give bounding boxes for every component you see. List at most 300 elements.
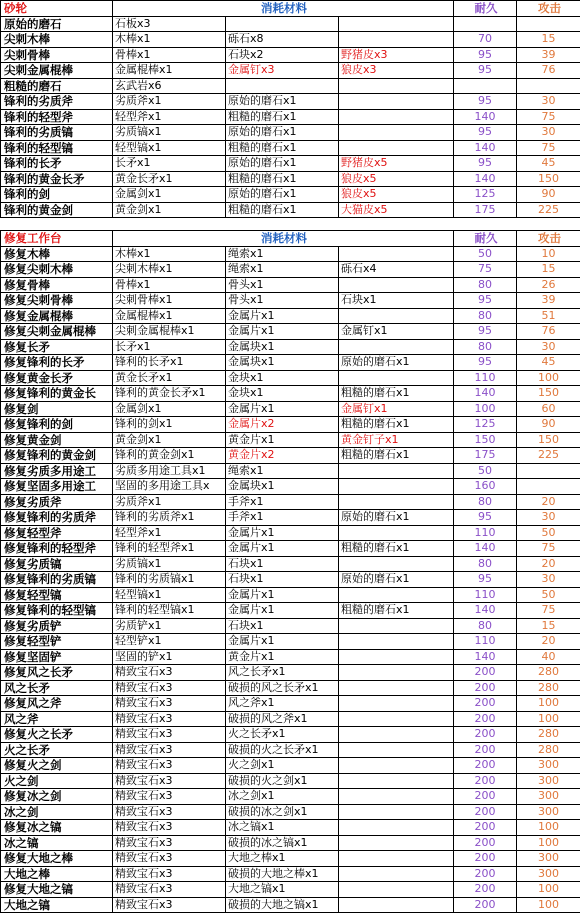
material-2: 冰之镐x1	[226, 820, 339, 836]
table-row	[1, 448, 580, 464]
material-3	[339, 94, 454, 110]
material-1: 精致宝石x3	[113, 789, 226, 805]
item-name: 修复锋利的黄金剑	[1, 448, 113, 464]
materials-header: 消耗材料	[113, 1, 454, 17]
material-2: 粗糙的磨石x1	[226, 109, 339, 125]
material-3: 狼皮x5	[339, 187, 454, 203]
material-3: 野猪皮x5	[339, 156, 454, 172]
material-1: 锋利的轻型镐x1	[113, 603, 226, 619]
material-1: 精致宝石x3	[113, 665, 226, 681]
durability-value: 140	[454, 386, 517, 402]
durability-value	[454, 78, 517, 94]
attack-value: 225	[517, 202, 580, 218]
item-name: 锋利的黄金长矛	[1, 171, 113, 187]
attack-value: 280	[517, 680, 580, 696]
material-3	[339, 370, 454, 386]
material-1: 黄金剑x1	[113, 432, 226, 448]
material-1: 劣质多用途工具x1	[113, 463, 226, 479]
material-3: 狼皮x5	[339, 171, 454, 187]
material-2: 粗糙的磨石x1	[226, 202, 339, 218]
material-2: 破损的风之斧x1	[226, 711, 339, 727]
item-name: 修复黄金长矛	[1, 370, 113, 386]
material-2: 冰之剑x1	[226, 789, 339, 805]
attack-value: 30	[517, 510, 580, 526]
item-name: 尖刺金属棍棒	[1, 63, 113, 79]
durability-value: 200	[454, 680, 517, 696]
table-row	[1, 897, 580, 913]
material-1: 金属剑x1	[113, 187, 226, 203]
material-2: 骨头x1	[226, 293, 339, 309]
attack-value: 75	[517, 603, 580, 619]
attack-value: 45	[517, 355, 580, 371]
material-1: 劣质镐x1	[113, 556, 226, 572]
material-1: 轻型斧x1	[113, 525, 226, 541]
table-row	[1, 603, 580, 619]
item-name: 大地之棒	[1, 866, 113, 882]
durability-value: 95	[454, 293, 517, 309]
table-row	[1, 171, 580, 187]
attack-value: 30	[517, 572, 580, 588]
durability-value: 140	[454, 171, 517, 187]
table-row	[1, 758, 580, 774]
item-name: 修复锋利的轻型镐	[1, 603, 113, 619]
material-1: 精致宝石x3	[113, 680, 226, 696]
item-name: 修复劣质铲	[1, 618, 113, 634]
material-1: 劣质铲x1	[113, 618, 226, 634]
material-2: 金属块x1	[226, 479, 339, 495]
material-1: 尖刺金属棍棒x1	[113, 324, 226, 340]
attack-value: 20	[517, 556, 580, 572]
attack-value: 150	[517, 386, 580, 402]
durability-value: 50	[454, 463, 517, 479]
table-header-row	[1, 1, 580, 17]
material-2: 金属片x1	[226, 324, 339, 340]
durability-value: 80	[454, 277, 517, 293]
table-row	[1, 262, 580, 278]
item-name: 修复金属棍棒	[1, 308, 113, 324]
material-1: 长矛x1	[113, 156, 226, 172]
table-row	[1, 94, 580, 110]
table-row	[1, 556, 580, 572]
material-2: 破损的冰之剑x1	[226, 804, 339, 820]
material-1: 锋利的劣质斧x1	[113, 510, 226, 526]
table-row	[1, 618, 580, 634]
material-3: 金属钉x1	[339, 401, 454, 417]
item-name: 锋利的长矛	[1, 156, 113, 172]
table-row	[1, 727, 580, 743]
table-row	[1, 665, 580, 681]
section-title: 修复工作台	[1, 231, 113, 247]
material-2: 石块x1	[226, 556, 339, 572]
material-1: 锋利的长矛x1	[113, 355, 226, 371]
table-row	[1, 78, 580, 94]
table-row	[1, 32, 580, 48]
durability-header: 耐久	[454, 1, 517, 17]
attack-value: 75	[517, 140, 580, 156]
durability-value: 140	[454, 541, 517, 557]
table-row	[1, 634, 580, 650]
table-row	[1, 308, 580, 324]
material-3	[339, 525, 454, 541]
material-1: 精致宝石x3	[113, 866, 226, 882]
durability-value: 95	[454, 94, 517, 110]
material-2: 金属片x1	[226, 634, 339, 650]
table-row	[1, 370, 580, 386]
attack-value: 100	[517, 370, 580, 386]
table-row	[1, 525, 580, 541]
item-name: 火之剑	[1, 773, 113, 789]
attack-value: 100	[517, 897, 580, 913]
material-3: 粗糙的磨石x1	[339, 417, 454, 433]
material-1: 轻型镐x1	[113, 140, 226, 156]
item-name: 锋利的劣质斧	[1, 94, 113, 110]
durability-value: 125	[454, 187, 517, 203]
attack-value	[517, 78, 580, 94]
item-name: 修复黄金剑	[1, 432, 113, 448]
material-1: 精致宝石x3	[113, 742, 226, 758]
material-1: 锋利的黄金长矛x1	[113, 386, 226, 402]
material-2: 原始的磨石x1	[226, 125, 339, 141]
durability-value: 150	[454, 432, 517, 448]
table-row	[1, 246, 580, 262]
durability-value: 200	[454, 758, 517, 774]
material-3	[339, 882, 454, 898]
table-row	[1, 711, 580, 727]
material-1: 木棒x1	[113, 246, 226, 262]
item-name: 修复剑	[1, 401, 113, 417]
item-name: 大地之镐	[1, 897, 113, 913]
durability-value: 95	[454, 47, 517, 63]
durability-value	[454, 16, 517, 32]
durability-value: 100	[454, 401, 517, 417]
material-3	[339, 711, 454, 727]
material-3: 原始的磨石x1	[339, 572, 454, 588]
material-3	[339, 665, 454, 681]
attack-value: 40	[517, 649, 580, 665]
material-2: 金属块x1	[226, 355, 339, 371]
durability-value: 110	[454, 370, 517, 386]
table-row	[1, 125, 580, 141]
material-3	[339, 649, 454, 665]
material-2: 石块x1	[226, 572, 339, 588]
material-3	[339, 758, 454, 774]
attack-value: 45	[517, 156, 580, 172]
durability-value: 140	[454, 140, 517, 156]
durability-value: 110	[454, 634, 517, 650]
durability-value: 80	[454, 618, 517, 634]
item-name: 修复坚固多用途工	[1, 479, 113, 495]
material-2: 破损的火之剑x1	[226, 773, 339, 789]
attack-value: 90	[517, 417, 580, 433]
item-name: 修复大地之镐	[1, 882, 113, 898]
attack-header: 攻击	[517, 231, 580, 247]
attack-value: 100	[517, 711, 580, 727]
material-3	[339, 680, 454, 696]
attack-value: 60	[517, 401, 580, 417]
material-1: 石板x3	[113, 16, 226, 32]
material-3	[339, 804, 454, 820]
material-3	[339, 866, 454, 882]
material-1: 锋利的轻型斧x1	[113, 541, 226, 557]
table-row	[1, 355, 580, 371]
table-row	[1, 882, 580, 898]
durability-value: 200	[454, 882, 517, 898]
item-name: 粗糙的磨石	[1, 78, 113, 94]
item-name: 锋利的剑	[1, 187, 113, 203]
attack-value: 20	[517, 494, 580, 510]
material-3	[339, 16, 454, 32]
material-3: 原始的磨石x1	[339, 510, 454, 526]
material-1: 轻型斧x1	[113, 109, 226, 125]
material-1: 精致宝石x3	[113, 882, 226, 898]
attack-value: 100	[517, 820, 580, 836]
material-2: 金属片x1	[226, 525, 339, 541]
durability-value: 200	[454, 804, 517, 820]
attack-value: 30	[517, 339, 580, 355]
material-2: 火之长矛x1	[226, 727, 339, 743]
material-3	[339, 727, 454, 743]
attack-value: 100	[517, 696, 580, 712]
material-1: 黄金长矛x1	[113, 370, 226, 386]
attack-value: 300	[517, 866, 580, 882]
material-3	[339, 32, 454, 48]
durability-value: 125	[454, 417, 517, 433]
material-2: 绳索x1	[226, 246, 339, 262]
material-3	[339, 308, 454, 324]
material-1: 木棒x1	[113, 32, 226, 48]
material-3	[339, 618, 454, 634]
material-3	[339, 463, 454, 479]
attack-value: 26	[517, 277, 580, 293]
durability-value: 200	[454, 820, 517, 836]
table-row	[1, 293, 580, 309]
material-2: 金块x1	[226, 386, 339, 402]
material-1: 尖刺木棒x1	[113, 262, 226, 278]
material-1: 坚固的铲x1	[113, 649, 226, 665]
attack-value: 300	[517, 773, 580, 789]
attack-value: 20	[517, 634, 580, 650]
attack-value: 300	[517, 851, 580, 867]
attack-value: 280	[517, 665, 580, 681]
table-row	[1, 587, 580, 603]
item-name: 修复木棒	[1, 246, 113, 262]
durability-value: 95	[454, 572, 517, 588]
table-row	[1, 156, 580, 172]
material-1: 精致宝石x3	[113, 711, 226, 727]
durability-value: 110	[454, 587, 517, 603]
item-name: 锋利的轻型斧	[1, 109, 113, 125]
material-2: 金属片x1	[226, 308, 339, 324]
material-1: 精致宝石x3	[113, 835, 226, 851]
material-2: 破损的火之长矛x1	[226, 742, 339, 758]
material-1: 骨棒x1	[113, 277, 226, 293]
attack-value: 30	[517, 94, 580, 110]
material-3	[339, 835, 454, 851]
attack-value: 100	[517, 882, 580, 898]
repair-bench-table	[0, 230, 580, 913]
material-3	[339, 820, 454, 836]
attack-value: 39	[517, 293, 580, 309]
attack-value: 280	[517, 742, 580, 758]
material-3	[339, 773, 454, 789]
durability-value: 75	[454, 262, 517, 278]
item-name: 修复劣质多用途工	[1, 463, 113, 479]
item-name: 修复劣质斧	[1, 494, 113, 510]
item-name: 修复锋利的劣质斧	[1, 510, 113, 526]
table-row	[1, 696, 580, 712]
material-3	[339, 851, 454, 867]
durability-value: 200	[454, 711, 517, 727]
table-row	[1, 541, 580, 557]
material-2: 金属片x1	[226, 603, 339, 619]
materials-header: 消耗材料	[113, 231, 454, 247]
item-name: 尖刺木棒	[1, 32, 113, 48]
material-1: 骨棒x1	[113, 47, 226, 63]
table-row	[1, 649, 580, 665]
material-2: 原始的磨石x1	[226, 187, 339, 203]
durability-value: 80	[454, 494, 517, 510]
material-3	[339, 556, 454, 572]
material-1: 锋利的剑x1	[113, 417, 226, 433]
table-row	[1, 47, 580, 63]
material-2: 黄金片x1	[226, 432, 339, 448]
attack-value: 15	[517, 262, 580, 278]
attack-value	[517, 479, 580, 495]
durability-value: 140	[454, 109, 517, 125]
table-row	[1, 789, 580, 805]
table-row	[1, 140, 580, 156]
attack-value: 75	[517, 109, 580, 125]
material-3	[339, 78, 454, 94]
attack-value: 300	[517, 804, 580, 820]
table-row	[1, 187, 580, 203]
attack-value: 280	[517, 727, 580, 743]
attack-value: 30	[517, 125, 580, 141]
attack-value: 75	[517, 541, 580, 557]
attack-value: 39	[517, 47, 580, 63]
durability-value: 95	[454, 156, 517, 172]
material-1: 锋利的黄金剑x1	[113, 448, 226, 464]
item-name: 修复火之剑	[1, 758, 113, 774]
durability-value: 50	[454, 246, 517, 262]
material-2: 石块x1	[226, 618, 339, 634]
material-2: 绳索x1	[226, 463, 339, 479]
table-row	[1, 835, 580, 851]
attack-value: 51	[517, 308, 580, 324]
material-1: 坚固的多用途工具x	[113, 479, 226, 495]
item-name: 修复锋利的轻型斧	[1, 541, 113, 557]
table-row	[1, 572, 580, 588]
material-2: 骨头x1	[226, 277, 339, 293]
material-1: 精致宝石x3	[113, 897, 226, 913]
attack-value: 76	[517, 63, 580, 79]
item-name: 修复风之长矛	[1, 665, 113, 681]
material-2: 破损的风之长矛x1	[226, 680, 339, 696]
material-2: 破损的大地之镐x1	[226, 897, 339, 913]
durability-value: 110	[454, 525, 517, 541]
item-name: 风之斧	[1, 711, 113, 727]
material-1: 金属剑x1	[113, 401, 226, 417]
attack-value: 50	[517, 587, 580, 603]
durability-value: 140	[454, 603, 517, 619]
material-3	[339, 897, 454, 913]
grinder-table	[0, 0, 580, 218]
durability-header: 耐久	[454, 231, 517, 247]
table-row	[1, 109, 580, 125]
material-3	[339, 339, 454, 355]
durability-value: 80	[454, 308, 517, 324]
material-3	[339, 277, 454, 293]
attack-value: 90	[517, 187, 580, 203]
material-1: 玄武岩x6	[113, 78, 226, 94]
material-1: 劣质斧x1	[113, 494, 226, 510]
material-3	[339, 587, 454, 603]
durability-value: 95	[454, 355, 517, 371]
material-2	[226, 16, 339, 32]
item-name: 修复火之长矛	[1, 727, 113, 743]
material-3: 黄金钉子x1	[339, 432, 454, 448]
material-3	[339, 140, 454, 156]
table-row	[1, 773, 580, 789]
attack-value: 100	[517, 835, 580, 851]
material-2	[226, 78, 339, 94]
material-1: 轻型铲x1	[113, 634, 226, 650]
material-1: 精致宝石x3	[113, 804, 226, 820]
material-3: 粗糙的磨石x1	[339, 541, 454, 557]
table-row	[1, 277, 580, 293]
material-1: 轻型镐x1	[113, 587, 226, 603]
item-name: 修复锋利的黄金长	[1, 386, 113, 402]
material-2: 原始的磨石x1	[226, 156, 339, 172]
material-2: 金块x1	[226, 370, 339, 386]
table-row	[1, 820, 580, 836]
table-row	[1, 479, 580, 495]
material-1: 精致宝石x3	[113, 773, 226, 789]
durability-value: 175	[454, 202, 517, 218]
material-1: 劣质斧x1	[113, 94, 226, 110]
material-3: 粗糙的磨石x1	[339, 448, 454, 464]
material-3	[339, 125, 454, 141]
material-3	[339, 479, 454, 495]
material-2: 风之长矛x1	[226, 665, 339, 681]
item-name: 风之长矛	[1, 680, 113, 696]
material-3: 狼皮x3	[339, 63, 454, 79]
table-row	[1, 851, 580, 867]
table-row	[1, 494, 580, 510]
item-name: 修复风之斧	[1, 696, 113, 712]
material-1: 金属棍棒x1	[113, 308, 226, 324]
attack-value: 76	[517, 324, 580, 340]
material-1: 尖刺骨棒x1	[113, 293, 226, 309]
durability-value: 95	[454, 510, 517, 526]
item-name: 修复锋利的长矛	[1, 355, 113, 371]
item-name: 修复轻型铲	[1, 634, 113, 650]
table-row	[1, 510, 580, 526]
material-2: 黄金片x2	[226, 448, 339, 464]
table-row	[1, 16, 580, 32]
table-row	[1, 339, 580, 355]
material-1: 长矛x1	[113, 339, 226, 355]
material-1: 精致宝石x3	[113, 727, 226, 743]
material-3: 粗糙的磨石x1	[339, 603, 454, 619]
material-1: 精致宝石x3	[113, 758, 226, 774]
material-3	[339, 109, 454, 125]
table-row	[1, 432, 580, 448]
material-2: 破损的冰之镐x1	[226, 835, 339, 851]
durability-value: 200	[454, 866, 517, 882]
material-1: 金属棍棒x1	[113, 63, 226, 79]
attack-value	[517, 463, 580, 479]
